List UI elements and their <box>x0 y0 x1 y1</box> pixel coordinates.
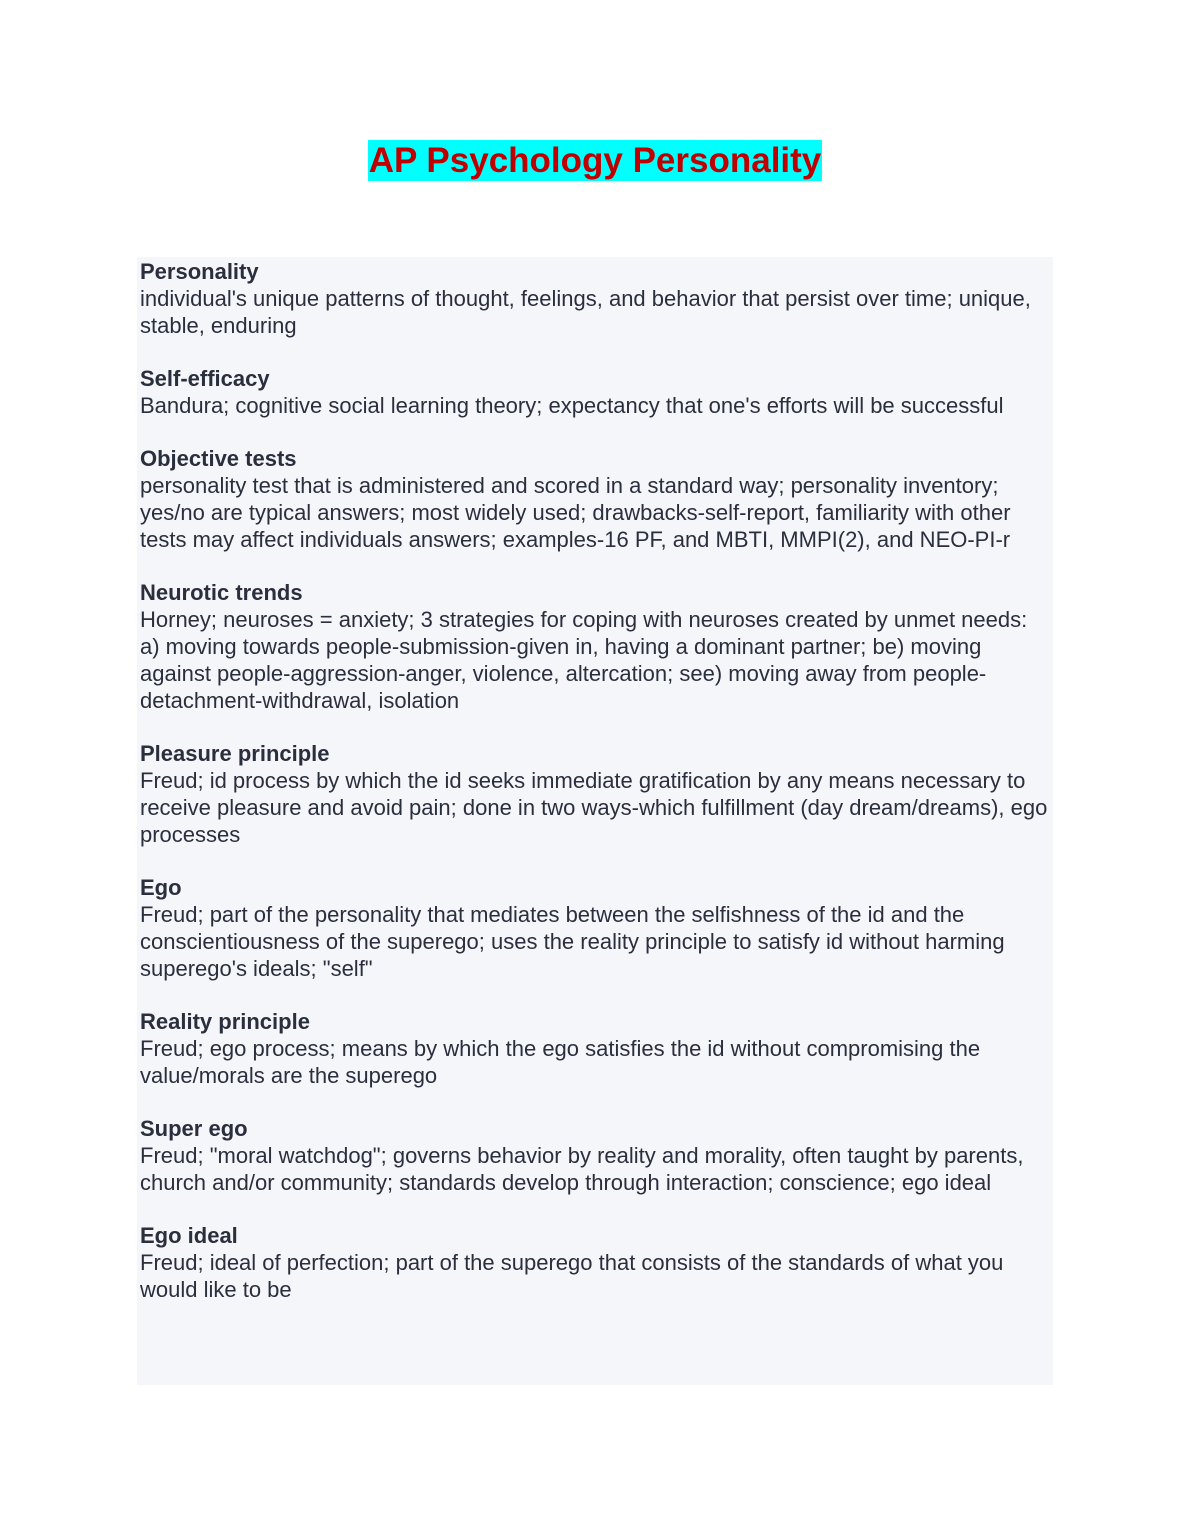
term-definition: Freud; part of the personality that mediates between the selfishness of the id and the conscientiousness of the superego; uses the reality principle to satisfy id without harming superego's ideals; "self" <box>140 902 1005 981</box>
term-entry <box>140 1115 1050 1196</box>
term-name: Ego ideal <box>140 1223 238 1248</box>
term-name: Ego <box>140 875 182 900</box>
title-wrapper <box>0 140 1190 181</box>
term-entry <box>140 257 1050 339</box>
term-entry <box>140 740 1050 848</box>
term-definition: Bandura; cognitive social learning theory; expectancy that one's efforts will be successful <box>140 393 1004 418</box>
term-entry <box>140 579 1050 714</box>
term-name: Self-efficacy <box>140 366 270 391</box>
page-title: AP Psychology Personality <box>368 141 822 180</box>
term-definition: Freud; id process by which the id seeks immediate gratification by any means necessary to receive pleasure and avoid pain; done in two ways-which fulfillment (day dream/dreams), ego processes <box>140 768 1048 847</box>
flashcard-list <box>137 257 1053 1385</box>
term-definition: personality test that is administered and scored in a standard way; personality inventory; yes/no are typical answers; most widely used; drawbacks-self-report, familiarity with other tests may affect individuals answers; examples-16 PF, and MBTI, MMPI(2), and NEO-PI-r <box>140 473 1011 552</box>
term-name: Super ego <box>140 1116 248 1141</box>
term-entry <box>140 445 1050 553</box>
term-name: Pleasure principle <box>140 741 330 766</box>
term-name: Neurotic trends <box>140 580 303 605</box>
term-definition: individual's unique patterns of thought, feelings, and behavior that persist over time; unique, stable, enduring <box>140 286 1031 338</box>
term-definition: Freud; "moral watchdog"; governs behavior by reality and morality, often taught by parents, church and/or community; standards develop through interaction; conscience; ego ideal <box>140 1143 1024 1195</box>
term-entry <box>140 1222 1050 1303</box>
term-entry <box>140 1008 1050 1089</box>
term-name: Personality <box>140 259 259 284</box>
term-name: Objective tests <box>140 446 297 471</box>
term-definition: Horney; neuroses = anxiety; 3 strategies for coping with neuroses created by unmet needs: a) moving towards people-submission-given in, having a dominant partner; be) moving against people-aggression-anger, violence, altercation; see) moving away from people-detachment-withdrawal, isolation <box>140 607 1028 713</box>
term-name: Reality principle <box>140 1009 310 1034</box>
term-entry <box>140 874 1050 982</box>
term-definition: Freud; ego process; means by which the ego satisfies the id without compromising the value/morals are the superego <box>140 1036 981 1088</box>
term-entry <box>140 365 1050 419</box>
term-definition: Freud; ideal of perfection; part of the superego that consists of the standards of what you would like to be <box>140 1250 1004 1302</box>
